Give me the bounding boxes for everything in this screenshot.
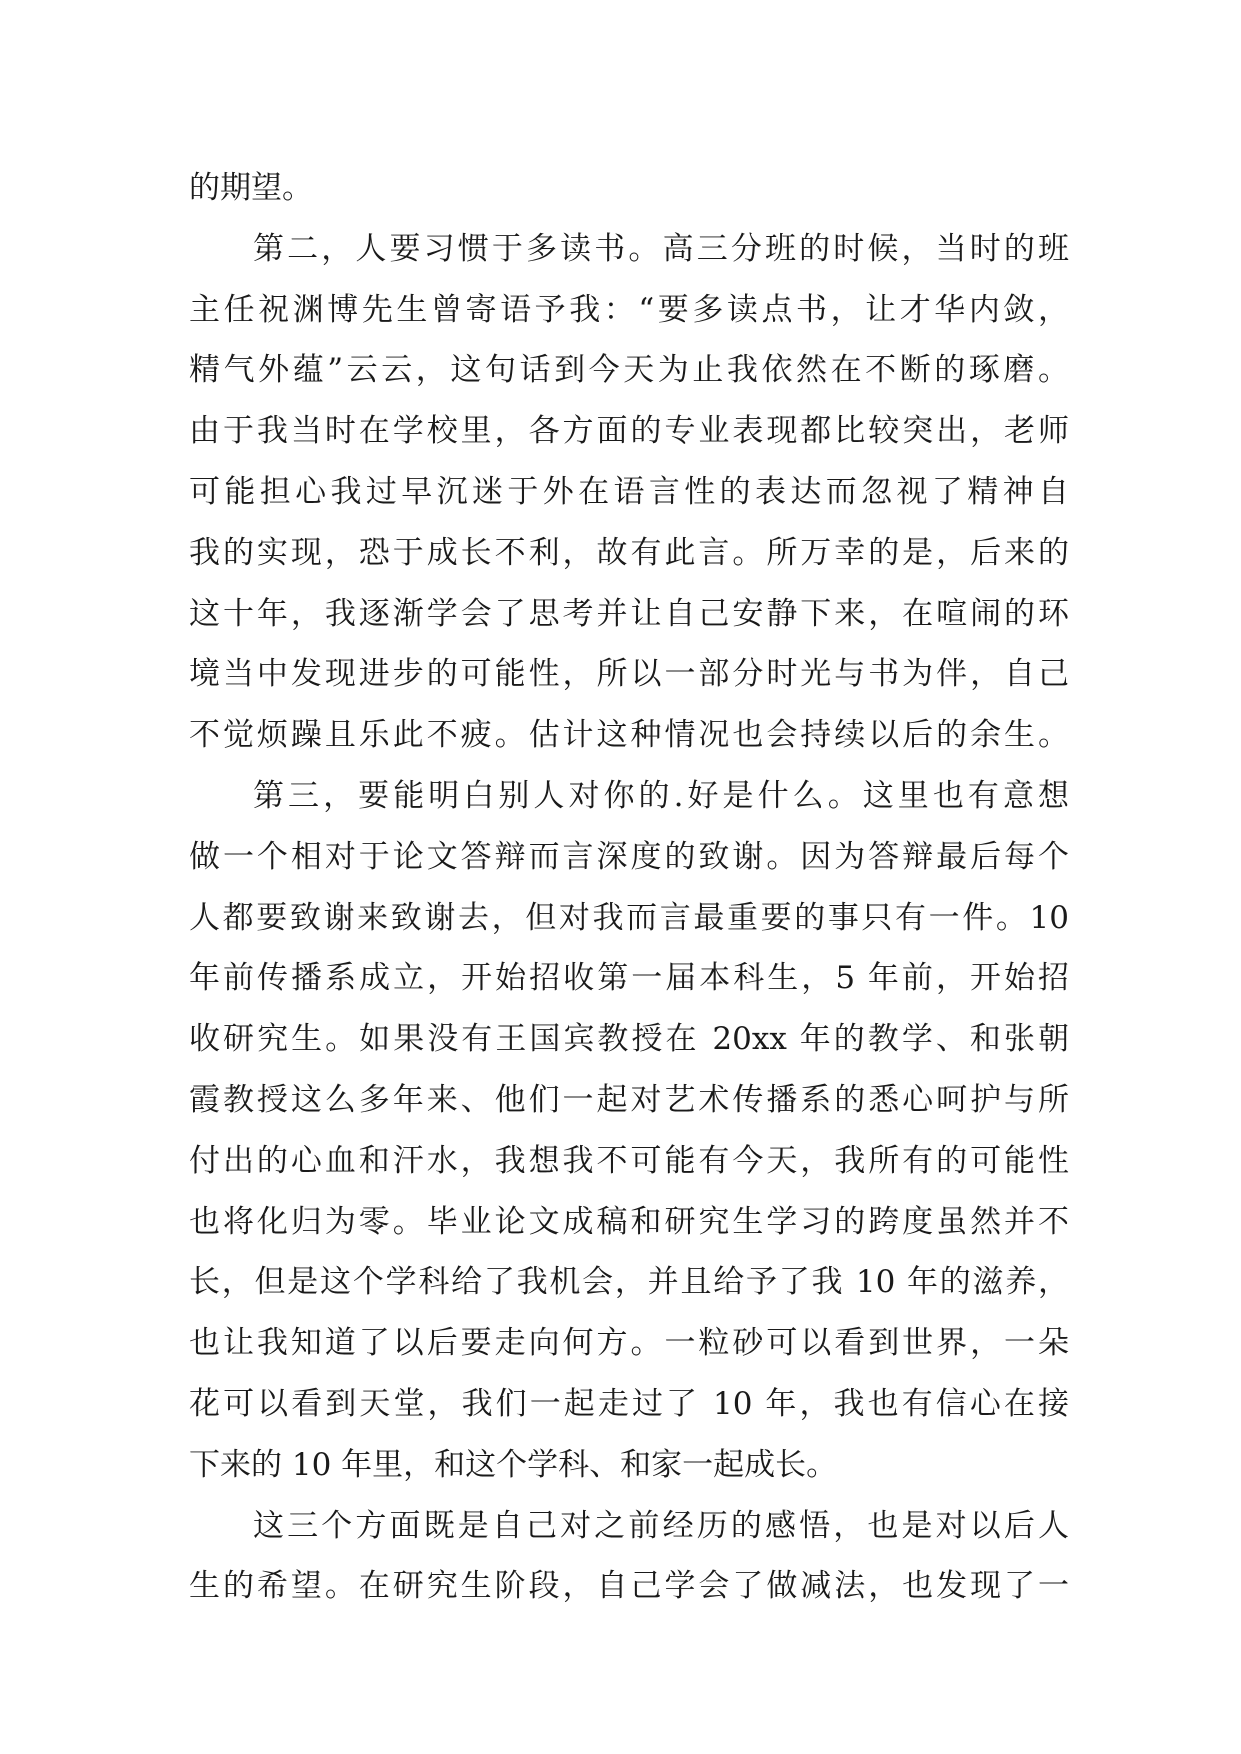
text-line: 也将化归为零。毕业论文成稿和研究生学习的跨度虽然并不	[189, 1203, 1069, 1240]
text-line: 由于我当时在学校里，各方面的专业表现都比较突出，老师	[189, 413, 1069, 450]
text-line: 第三，要能明白别人对你的.好是什么。这里也有意想	[253, 777, 1069, 814]
text-line: 下来的 10 年里，和这个学科、和家一起成长。	[189, 1446, 838, 1483]
text-line: 的期望。	[189, 170, 313, 206]
text-line: 精气外蕴”云云，这句话到今天为止我依然在不断的琢磨。	[189, 352, 1069, 389]
text-line: 年前传播系成立，开始招收第一届本科生，5 年前，开始招	[189, 960, 1069, 997]
text-line: 长，但是这个学科给了我机会，并且给予了我 10 年的滋养，	[189, 1264, 1069, 1301]
text-line: 境当中发现进步的可能性，所以一部分时光与书为伴，自己	[189, 656, 1069, 693]
text-line: 也让我知道了以后要走向何方。一粒砂可以看到世界，一朵	[189, 1325, 1069, 1362]
text-line: 花可以看到天堂，我们一起走过了 10 年，我也有信心在接	[189, 1385, 1069, 1422]
text-line: 主任祝渊博先生曾寄语予我：“要多读点书，让才华内敛，	[189, 291, 1069, 328]
body-text	[189, 158, 1069, 1617]
text-line: 霞教授这么多年来、他们一起对艺术传播系的悉心呵护与所	[189, 1081, 1069, 1118]
text-line: 生的希望。在研究生阶段，自己学会了做减法，也发现了一	[189, 1568, 1069, 1605]
text-line: 可能担心我过早沉迷于外在语言性的表达而忽视了精神自	[189, 473, 1069, 510]
text-line: 不觉烦躁且乐此不疲。估计这种情况也会持续以后的余生。	[189, 717, 1069, 754]
text-line: 这三个方面既是自己对之前经历的感悟，也是对以后人	[253, 1507, 1069, 1544]
text-line: 这十年，我逐渐学会了思考并让自己安静下来，在喧闹的环	[189, 595, 1069, 632]
text-line: 人都要致谢来致谢去，但对我而言最重要的事只有一件。10	[189, 899, 1069, 936]
text-line: 收研究生。如果没有王国宾教授在 20xx 年的教学、和张朝	[189, 1021, 1069, 1058]
text-line: 付出的心血和汗水，我想我不可能有今天，我所有的可能性	[189, 1142, 1069, 1179]
text-line: 我的实现，恐于成长不利，故有此言。所万幸的是，后来的	[189, 534, 1069, 571]
text-line: 做一个相对于论文答辩而言深度的致谢。因为答辩最后每个	[189, 838, 1069, 875]
text-line: 第二，人要习惯于多读书。高三分班的时候，当时的班	[253, 230, 1069, 267]
